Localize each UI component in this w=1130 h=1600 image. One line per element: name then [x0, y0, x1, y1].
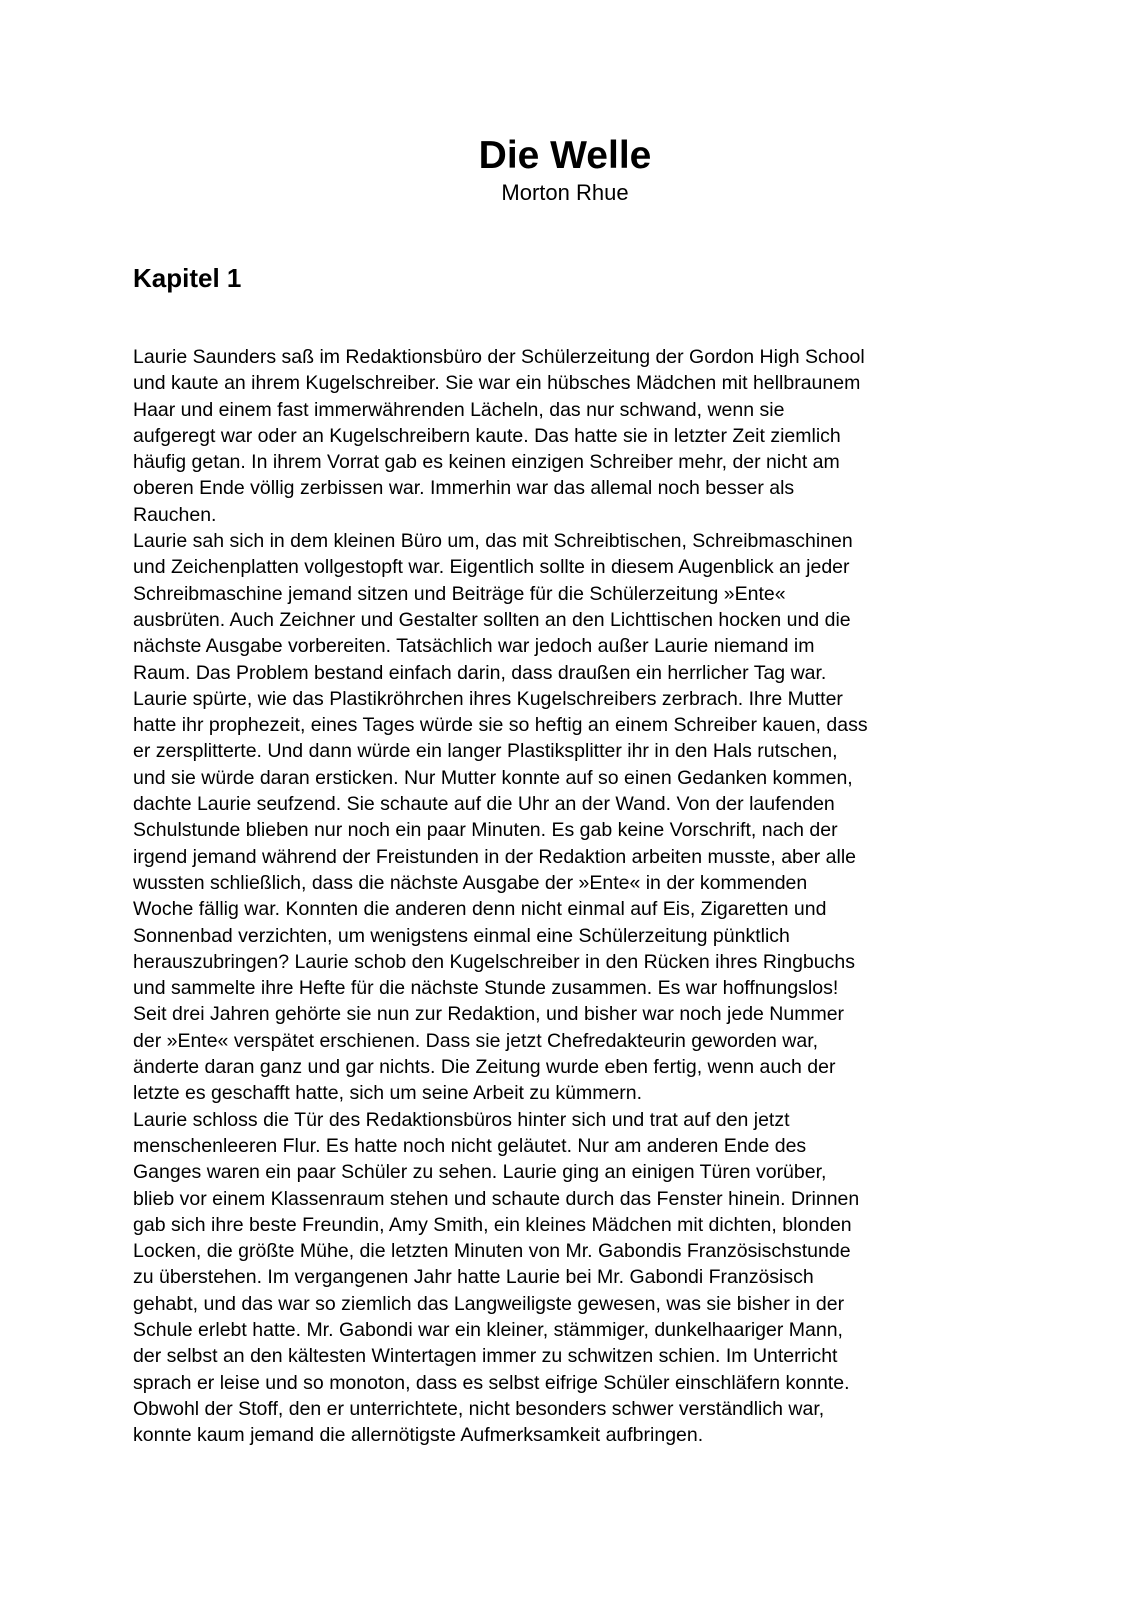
text-line: Sonnenbad verzichten, um wenigstens einmal eine Schülerzeitung pünktlich [133, 924, 790, 947]
text-line: Laurie sah sich in dem kleinen Büro um, das mit Schreibtischen, Schreibmaschinen [133, 530, 853, 553]
text-line: Schulstunde blieben nur noch ein paar Minuten. Es gab keine Vorschrift, nach der [133, 819, 838, 842]
text-line: Laurie Saunders saß im Redaktionsbüro der Schülerzeitung der Gordon High School [133, 346, 865, 368]
text-line: Laurie schloss die Tür des Redaktionsbüros hinter sich und trat auf den jetzt [133, 1108, 790, 1131]
text-line: Rauchen. [133, 503, 217, 526]
book-title: Die Welle [478, 134, 652, 177]
text-line: Obwohl der Stoff, den er unterrichtete, nicht besonders schwer verständlich war, [133, 1397, 825, 1420]
text-line: er zersplitterte. Und dann würde ein langer Plastiksplitter ihr in den Hals rutschen, [133, 740, 838, 763]
text-line: wussten schließlich, dass die nächste Ausgabe der »Ente« in der kommenden [133, 871, 808, 894]
text-line: sprach er leise und so monoton, dass es selbst eifrige Schüler einschläfern konnte. [133, 1371, 850, 1394]
text-line: der »Ente« verspätet erschienen. Dass sie jetzt Chefredakteurin geworden war, [133, 1029, 819, 1052]
text-line: gehabt, und das war so ziemlich das Langweiligste gewesen, was sie bisher in der [133, 1292, 845, 1315]
text-line: Woche fällig war. Konnten die anderen denn nicht einmal auf Eis, Zigaretten und [133, 898, 827, 921]
text-line: konnte kaum jemand die allernötigste Aufmerksamkeit aufbringen. [133, 1424, 704, 1447]
author-name: Morton Rhue [501, 180, 629, 205]
text-line: herauszubringen? Laurie schob den Kugelschreiber in den Rücken ihres Ringbuchs [133, 950, 855, 973]
text-line: Schule erlebt hatte. Mr. Gabondi war ein kleiner, stämmiger, dunkelhaariger Mann, [133, 1318, 843, 1341]
text-line: zu überstehen. Im vergangenen Jahr hatte Laurie bei Mr. Gabondi Französisch [133, 1266, 814, 1289]
chapter-heading: Kapitel 1 [133, 263, 242, 293]
text-line: Schreibmaschine jemand sitzen und Beiträge für die Schülerzeitung »Ente« [133, 582, 786, 605]
text-line: dachte Laurie seufzend. Sie schaute auf die Uhr an der Wand. Von der laufenden [133, 793, 835, 816]
text-line: aufgeregt war oder an Kugelschreibern kaute. Das hatte sie in letzter Zeit ziemlich [133, 424, 841, 447]
text-line: Locken, die größte Mühe, die letzten Minuten von Mr. Gabondis Französischstunde [133, 1240, 851, 1263]
text-line: und sie würde daran ersticken. Nur Mutter konnte auf so einen Gedanken kommen, [133, 766, 853, 789]
text-line: Laurie spürte, wie das Plastikröhrchen ihres Kugelschreibers zerbrach. Ihre Mutter [133, 687, 843, 710]
text-line: oberen Ende völlig zerbissen war. Immerhin war das allemal noch besser als [133, 477, 795, 500]
text-line: nächste Ausgabe vorbereiten. Tatsächlich war jedoch außer Laurie niemand im [133, 635, 815, 658]
text-line: und Zeichenplatten vollgestopft war. Eigentlich sollte in diesem Augenblick an jeder [133, 556, 850, 579]
text-line: Seit drei Jahren gehörte sie nun zur Redaktion, und bisher war noch jede Nummer [133, 1003, 845, 1026]
text-line: und sammelte ihre Hefte für die nächste Stunde zusammen. Es war hoffnungslos! [133, 977, 839, 1000]
text-line: Raum. Das Problem bestand einfach darin, dass draußen ein herrlicher Tag war. [133, 661, 827, 684]
text-line: letzte es geschafft hatte, sich um seine Arbeit zu kümmern. [133, 1082, 643, 1105]
text-line: häufig getan. In ihrem Vorrat gab es keinen einzigen Schreiber mehr, der nicht am [133, 451, 840, 474]
text-line: irgend jemand während der Freistunden in der Redaktion arbeiten musste, aber alle [133, 845, 857, 868]
text-line: ausbrüten. Auch Zeichner und Gestalter sollten an den Lichttischen hocken und die [133, 608, 851, 631]
text-line: Haar und einem fast immerwährenden Lächeln, das nur schwand, wenn sie [133, 398, 785, 421]
text-line: hatte ihr prophezeit, eines Tages würde sie so heftig an einem Schreiber kauen, dass [133, 714, 868, 737]
body-text [133, 344, 1003, 1448]
text-line: blieb vor einem Klassenraum stehen und schaute durch das Fenster hinein. Drinnen [133, 1187, 860, 1210]
text-line: Ganges waren ein paar Schüler zu sehen. Laurie ging an einigen Türen vorüber, [133, 1161, 827, 1184]
document-header [133, 133, 997, 205]
text-line: gab sich ihre beste Freundin, Amy Smith, ein kleines Mädchen mit dichten, blonden [133, 1213, 852, 1236]
text-line: menschenleeren Flur. Es hatte noch nicht geläutet. Nur am anderen Ende des [133, 1134, 807, 1157]
text-line: und kaute an ihrem Kugelschreiber. Sie war ein hübsches Mädchen mit hellbraunem [133, 372, 861, 395]
text-line: änderte daran ganz und gar nichts. Die Zeitung wurde eben fertig, wenn auch der [133, 1056, 836, 1079]
text-line: der selbst an den kältesten Wintertagen immer zu schwitzen schien. Im Unterricht [133, 1345, 838, 1368]
